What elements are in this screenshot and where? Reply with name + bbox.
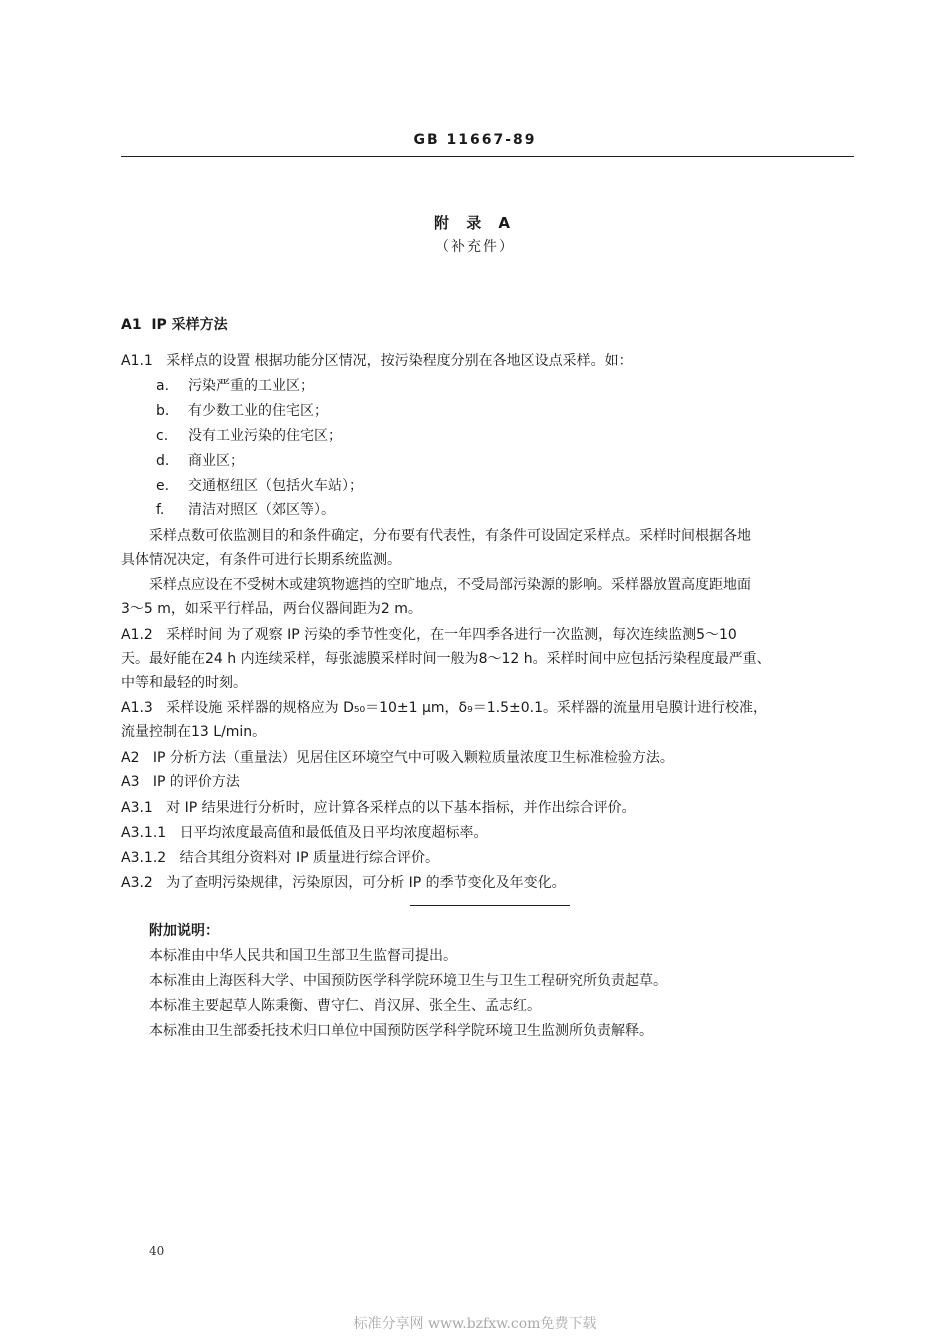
section-a1-3 bbox=[121, 697, 767, 717]
header-divider bbox=[121, 156, 854, 157]
section-text: 采样时间 为了观察 IP 污染的季节性变化，在一年四季各进行一次监测，每次连续监测5～10 bbox=[166, 627, 737, 643]
page-number: 40 bbox=[149, 1244, 165, 1258]
list-item: f. 清洁对照区（郊区等）。 bbox=[156, 502, 335, 518]
paragraph-line: 中等和最轻的时刻。 bbox=[121, 675, 247, 691]
section-text: 对 IP 结果进行分析时，应计算各采样点的以下基本指标，并作出综合评价。 bbox=[166, 800, 636, 816]
section-a1-heading bbox=[121, 314, 228, 334]
paragraph-line: 采样点数可依监测目的和条件确定，分布要有代表性，有条件可设固定采样点。采样时间根据各地 bbox=[149, 528, 751, 544]
section-number: A3.1 bbox=[121, 800, 153, 816]
notes-title: 附加说明： bbox=[149, 923, 219, 939]
section-text: 日平均浓度最高值和最低值及日平均浓度超标率。 bbox=[179, 825, 488, 841]
section-a3 bbox=[121, 771, 240, 791]
section-a1-2 bbox=[121, 624, 737, 644]
list-item: a. 污染严重的工业区； bbox=[156, 378, 314, 394]
paragraph-line: 流量控制在13 L/min。 bbox=[121, 724, 267, 740]
notes-line: 本标准由上海医科大学、中国预防医学科学院环境卫生与卫生工程研究所负责起草。 bbox=[149, 973, 667, 989]
watermark-text: 标准分享网 www.bzfxw.com免费下载 bbox=[353, 1316, 597, 1332]
list-item: d. 商业区； bbox=[156, 453, 244, 469]
paragraph-line: 具体情况决定，有条件可进行长期系统监测。 bbox=[121, 552, 401, 568]
section-a2 bbox=[121, 747, 674, 767]
section-number: A1.1 bbox=[121, 353, 153, 369]
section-text: 为了查明污染规律，污染原因，可分析 IP 的季节变化及年变化。 bbox=[166, 875, 566, 891]
paragraph-line: 3～5 m，如采平行样品，两台仪器间距为2 m。 bbox=[121, 601, 422, 617]
section-number: A3.1.2 bbox=[121, 850, 167, 866]
section-a3-1-1 bbox=[121, 822, 488, 842]
section-a3-1-2 bbox=[121, 847, 439, 867]
section-text: 结合其组分资料对 IP 质量进行综合评价。 bbox=[179, 850, 440, 866]
notes-line: 本标准由卫生部委托技术归口单位中国预防医学科学院环境卫生监测所负责解释。 bbox=[149, 1023, 653, 1039]
section-title: IP 采样方法 bbox=[151, 317, 228, 333]
paragraph-line: 天。最好能在24 h 内连续采样，每张滤膜采样时间一般为8～12 h。采样时间中应包括污染程度最严重、 bbox=[121, 651, 771, 667]
section-number: A3 bbox=[121, 774, 140, 790]
section-number: A3.2 bbox=[121, 875, 153, 891]
list-item: b. 有少数工业的住宅区； bbox=[156, 403, 328, 419]
notes-line: 本标准主要起草人陈秉衡、曹守仁、肖汉屏、张全生、孟志红。 bbox=[149, 998, 541, 1014]
section-number: A1.2 bbox=[121, 627, 153, 643]
section-text: 采样点的设置 根据功能分区情况，按污染程度分别在各地区设点采样。如： bbox=[166, 353, 633, 369]
section-text: IP 分析方法（重量法）见居住区环境空气中可吸入颗粒质量浓度卫生标准检验方法。 bbox=[152, 750, 674, 766]
list-item: e. 交通枢纽区（包括火车站）； bbox=[156, 478, 363, 494]
appendix-title: 附 录 A bbox=[433, 214, 517, 232]
section-a3-1 bbox=[121, 797, 636, 817]
section-number: A3.1.1 bbox=[121, 825, 167, 841]
section-number: A2 bbox=[121, 750, 140, 766]
notes-line: 本标准由中华人民共和国卫生部卫生监督司提出。 bbox=[149, 948, 457, 964]
appendix-subtitle: （补充件） bbox=[435, 239, 515, 255]
list-item: c. 没有工业污染的住宅区； bbox=[156, 428, 342, 444]
section-text: IP 的评价方法 bbox=[152, 774, 240, 790]
section-text: 采样设施 采样器的规格应为 D₅₀＝10±1 μm，δ₉＝1.5±0.1。采样器的流量用皂膜计进行校准， bbox=[166, 700, 767, 716]
paragraph-line: 采样点应设在不受树木或建筑物遮挡的空旷地点，不受局部污染源的影响。采样器放置高度距地面 bbox=[149, 577, 751, 593]
document-code-header: GB 11667-89 bbox=[413, 132, 537, 148]
section-a1-1 bbox=[121, 350, 633, 370]
section-divider bbox=[410, 905, 570, 906]
section-number: A1.3 bbox=[121, 700, 153, 716]
section-a3-2 bbox=[121, 872, 566, 892]
section-number: A1 bbox=[121, 317, 142, 333]
